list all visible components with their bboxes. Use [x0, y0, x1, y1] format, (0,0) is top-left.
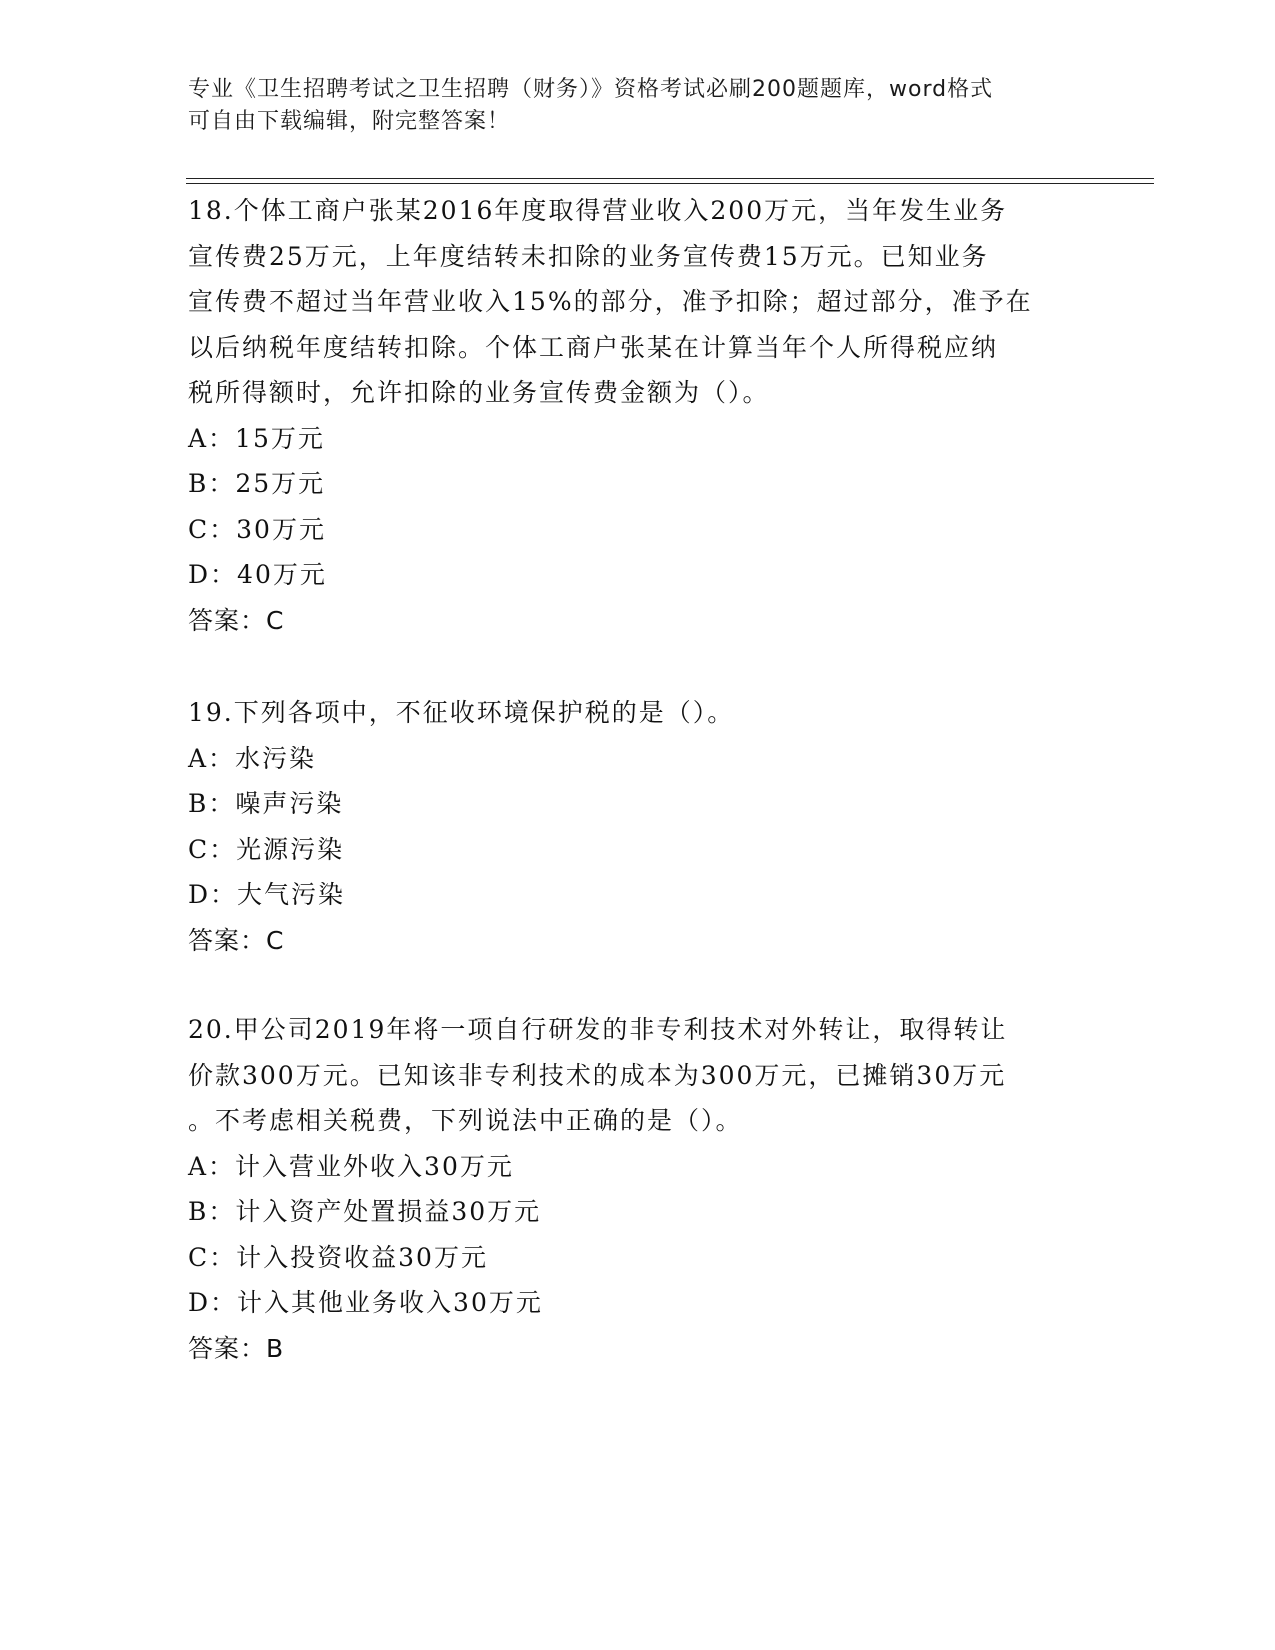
header-title-line-2: 可自由下载编辑，附完整答案！ — [188, 109, 511, 134]
question-stem-line: 18.个体工商户张某2016年度取得营业收入200万元，当年发生业务 — [188, 196, 1008, 225]
header-divider-bottom — [186, 183, 1154, 184]
header-divider-top — [186, 178, 1154, 179]
option-a: A：15万元 — [188, 423, 325, 453]
option-b: B：噪声污染 — [188, 789, 344, 818]
option-b: B：25万元 — [188, 469, 326, 498]
question-stem-line: 20.甲公司2019年将一项自行研发的非专利技术对外转让，取得转让 — [188, 1015, 1008, 1044]
page-header — [188, 74, 1088, 138]
question-20 — [188, 1007, 1088, 1371]
option-d: D：大气污染 — [188, 880, 346, 909]
question-18 — [188, 188, 1088, 643]
header-title-line-1: 专业《卫生招聘考试之卫生招聘（财务）》资格考试必刷200题题库，word格式 — [188, 77, 994, 102]
question-stem-line: 以后纳税年度结转扣除。个体工商户张某在计算当年个人所得税应纳 — [188, 332, 999, 362]
question-stem-line: 价款300万元。已知该非专利技术的成本为300万元，已摊销30万元 — [188, 1060, 1007, 1090]
option-b: B：计入资产处置损益30万元 — [188, 1197, 542, 1226]
question-19 — [188, 690, 1088, 963]
option-c: C：30万元 — [188, 514, 326, 544]
option-c: C：计入投资收益30万元 — [188, 1242, 488, 1272]
option-a: A：水污染 — [188, 743, 317, 773]
question-stem-line: 。不考虑相关税费，下列说法中正确的是（）。 — [188, 1106, 743, 1135]
option-c: C：光源污染 — [188, 834, 345, 864]
question-stem-line: 税所得额时，允许扣除的业务宣传费金额为（）。 — [188, 378, 770, 407]
question-stem-line: 宣传费25万元，上年度结转未扣除的业务宣传费15万元。已知业务 — [188, 241, 989, 271]
answer: 答案：C — [188, 605, 285, 635]
answer: 答案：B — [188, 1333, 285, 1363]
option-d: D：计入其他业务收入30万元 — [188, 1288, 543, 1317]
question-stem-line: 宣传费不超过当年营业收入15%的部分，准予扣除；超过部分，准予在 — [188, 287, 1033, 316]
option-d: D：40万元 — [188, 560, 327, 589]
answer: 答案：C — [188, 925, 285, 955]
option-a: A：计入营业外收入30万元 — [188, 1151, 514, 1181]
question-stem-line: 19.下列各项中，不征收环境保护税的是（）。 — [188, 698, 735, 727]
